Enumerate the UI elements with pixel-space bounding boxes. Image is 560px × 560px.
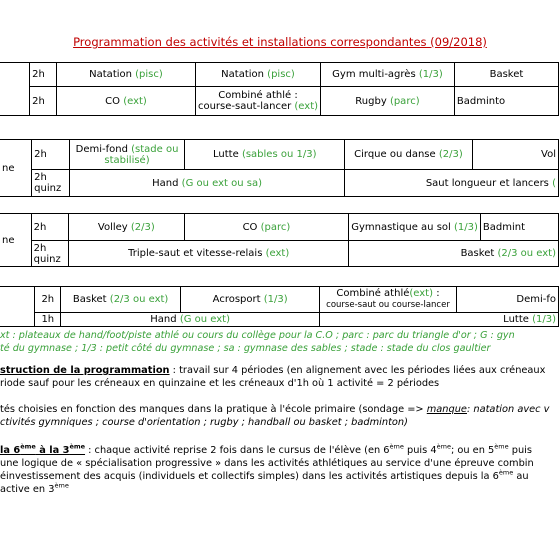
class-cell: ne: [0, 214, 31, 267]
table-row: [0, 313, 559, 327]
class-cell: [0, 287, 35, 327]
activity-cell: Lutte (1/3): [320, 313, 559, 327]
legend-line: xt : plateaux de hand/foot/piste athlé ou cours du collège pour la C.O ; parc : parc du triangle d'or ; G : gyn: [0, 330, 515, 341]
activity-cell: Badmint: [480, 214, 558, 241]
table-row: [0, 287, 559, 313]
activity-cell: Hand (G ou ext): [61, 313, 320, 327]
progress-paragraph: active en 3ème: [0, 481, 69, 495]
activity-cell: Basket (2/3 ou ext): [349, 241, 559, 267]
activity-cell: Basket: [454, 63, 558, 87]
activity-cell: Triple-saut et vitesse-relais (ext): [69, 241, 349, 267]
progress-paragraph: une logique de « spécialisation progressive » dans les activités athlétiques au service d'une épreuve combin: [0, 458, 534, 469]
construction-heading: struction de la programmation: [0, 365, 170, 376]
activity-cell: Volley (2/3): [69, 214, 184, 241]
activity-cell: Natation (pisc): [195, 63, 320, 87]
activity-cell: CO (parc): [184, 214, 349, 241]
schedule-table-3: [0, 213, 559, 267]
choices-paragraph: ctivités gymniques ; course d'orientation ; rugby ; handball ou basket ; badminton): [0, 417, 408, 428]
class-cell: [0, 63, 30, 116]
table-row: [0, 214, 559, 241]
duration-cell: 2h: [31, 214, 68, 241]
duration-cell: 1h: [35, 313, 61, 327]
activity-cell: Natation (pisc): [57, 63, 196, 87]
table-row: [0, 63, 559, 87]
class-cell: ne: [0, 140, 32, 197]
activity-cell: Rugby (parc): [321, 87, 455, 116]
schedule-table-4: [0, 286, 559, 327]
schedule-table-1: [0, 62, 559, 116]
table-row: [0, 170, 559, 197]
duration-cell: 2h: [35, 287, 61, 313]
activity-cell: Basket (2/3 ou ext): [61, 287, 181, 313]
activity-cell: Gymnastique au sol (1/3): [349, 214, 481, 241]
activity-cell: Lutte (sables ou 1/3): [185, 140, 345, 170]
activity-cell: Combiné athlé(ext) : course-saut ou course-lancer: [320, 287, 457, 313]
choices-paragraph: tés choisies en fonction des manques dans la pratique à l'école primaire (sondage => manque: natation avec v: [0, 404, 550, 415]
progress-heading: la 6ème à la 3ème: [0, 442, 86, 456]
activity-cell: Demi-fo: [456, 287, 558, 313]
activity-cell: CO (ext): [57, 87, 196, 116]
table-row: [0, 140, 559, 170]
activity-cell: Hand (G ou ext ou sa): [69, 170, 344, 197]
progress-paragraph: éinvestissement des acquis (individuels et collectifs simples) dans les activités artistiques depuis la 6ème au: [0, 468, 529, 482]
duration-cell: 2h quinz: [31, 241, 68, 267]
activity-cell: Badminto: [454, 87, 558, 116]
table-row: [0, 241, 559, 267]
duration-cell: 2h: [32, 140, 70, 170]
construction-paragraph: riode sauf pour les créneaux en quinzaine et les créneaux d'1h où 1 activité = 2 périodes: [0, 378, 440, 389]
duration-cell: 2h: [30, 87, 57, 116]
legend-line: té du gymnase ; 1/3 : petit côté du gymnase ; sa : gymnase des sables ; stade : stade du clos gaultier: [0, 343, 491, 354]
activity-cell: Combiné athlé : course-saut-lancer (ext): [195, 87, 320, 116]
page-title: Programmation des activités et installations correspondantes (09/2018): [73, 35, 487, 49]
activity-cell: Vol: [472, 140, 558, 170]
table-row: [0, 87, 559, 116]
duration-cell: 2h quinz: [32, 170, 70, 197]
activity-cell: Saut longueur et lancers (: [345, 170, 559, 197]
construction-paragraph: struction de la programmation : travail sur 4 périodes (en alignement avec les périodes liées aux créneaux: [0, 365, 546, 376]
schedule-table-2: [0, 139, 559, 197]
activity-cell: Cirque ou danse (2/3): [345, 140, 472, 170]
activity-cell: Acrosport (1/3): [181, 287, 320, 313]
activity-cell: Gym multi-agrès (1/3): [321, 63, 455, 87]
progress-paragraph: la 6ème à la 3ème : chaque activité reprise 2 fois dans le cursus de l'élève (en 6ème puis 4ème; ou en 5ème puis: [0, 442, 532, 456]
activity-cell: Demi-fond (stade ou stabilisé): [69, 140, 184, 170]
duration-cell: 2h: [30, 63, 57, 87]
